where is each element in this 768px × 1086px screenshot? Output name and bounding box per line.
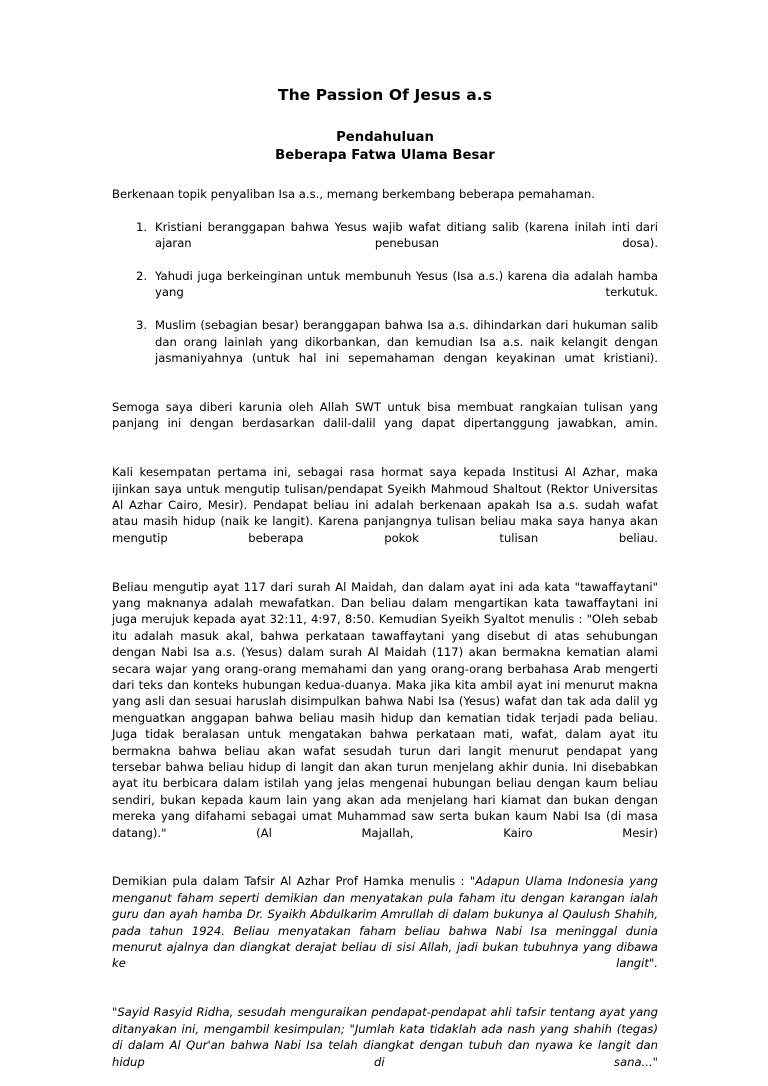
hamka-lead-text: Demikian pula dalam Tafsir Al Azhar Prof Hamka menulis :	[112, 874, 470, 889]
list-item-text: Kristiani beranggapan bahwa Yesus wajib wafat ditiang salib (karena inilah inti dari ajaran penebusan dosa).	[155, 219, 658, 251]
page-title: The Passion Of Jesus a.s	[277, 86, 493, 104]
paragraph-al-azhar: Kali kesempatan pertama ini, sebagai rasa hormat saya kepada Institusi Al Azhar, maka ijinkan saya untuk mengutip tulisan/pendapat Syeikh Mahmoud Shaltout (Rektor Universitas Al Azhar Cairo, Mesir). Pendapat beliau ini adalah berkenaan apakah Isa a.s. sudah wafat atau masih hidup (naik ke langit). Karena panjangnya tulisan beliau maka saya hanya akan mengutip beberapa pokok tulisan beliau.	[112, 465, 658, 545]
subtitle-block	[112, 129, 658, 164]
paragraph-syaltot-quote: Beliau mengutip ayat 117 dari surah Al Maidah, dan dalam ayat ini ada kata "tawaffaytani" yang maknanya adalah mewafatkan. Dan beliau dalam mengartikan kata tawaffaytani ini juga merujuk kepada ayat 32:11, 4:97, 8:50. Kemudian Syeikh Syaltot menulis : "Oleh sebab itu adalah masuk akal, bahwa perkataan tawaffaytani yang disebut di atas sehubungan dengan Nabi Isa a.s. (Yesus) dalam surah Al Maidah (117) akan bermakna kematian alami secara wajar yang orang-orang memahami dan yang orang-orang berbahasa Arab mengerti dari teks dan konteks hubungan kedua-duanya. Maka jika kita ambil ayat ini menurut makna yang asli dan sesuai haruslah disimpulkan bahwa Nabi Isa (Yesus) wafat dan tak ada dalil yg menguatkan anggapan bahwa beliau masih hidup dan kematian tidak terjadi pada beliau. Juga tidak beralasan untuk mengatakan bahwa perkataan mati, wafat, dalam ayat itu bermakna bahwa beliau akan wafat sesudah turun dari langit menurut pendapat yang tersebar bahwa beliau hidup di langit dan akan turun menjelang akhir dunia. Ini disebabkan ayat itu berbicara dalam istilah yang jelas mengenai hubungan beliau dengan kaum beliau sendiri, bukan kepada kaum lain yang akan ada menjelang hari kiamat dan bukan dengan mereka yang difahami sebagai umat Muhammad saw serta bukan kaum Nabi Isa (di masa datang)." (Al Majallah, Kairo Mesir)	[112, 579, 658, 840]
subtitle-line-pendahuluan: Pendahuluan	[336, 130, 434, 145]
beliefs-list	[112, 219, 658, 383]
intro-paragraph: Berkenaan topik penyaliban Isa a.s., memang berkembang beberapa pemahaman.	[112, 187, 595, 201]
list-item	[112, 317, 658, 383]
hamka-quote-text: "Adapun Ulama Indonesia yang menganut faham seperti demikian dan menyatakan pula faham itu dengan karangan ialah guru dan ayah hamba Dr. Syaikh Abdulkarim Amrullah di dalam bukunya al Qaulush Shahih, pada tahun 1924. Beliau menyatakan faham beliau bahwa Nabi Isa meninggal dunia menurut ajalnya dan diangkat derajat beliau di sisi Allah, jadi bukan tubuhnya yang dibawa ke langit".	[112, 874, 658, 971]
paragraph-hamka	[112, 873, 658, 988]
paragraph-rasyid-ridha: "Sayid Rasyid Ridha, sesudah menguraikan pendapat-pendapat ahli tafsir tentang ayat yang ditanyakan ini, mengambil kesimpulan; "Jumlah kata tidaklah ada nash yang shahih (tegas) di dalam Al Qur'an bahwa Nabi Isa telah diangkat dengan tubuh dan nyawa ke langit dan hidup di sana..."	[112, 1005, 658, 1069]
paragraph-semoga: Semoga saya diberi karunia oleh Allah SWT untuk bisa membuat rangkaian tulisan yang panjang ini dengan berdasarkan dalil-dalil yang dapat dipertanggung jawabkan, amin.	[112, 399, 658, 431]
list-item	[112, 268, 658, 317]
list-item-text: Yahudi juga berkeinginan untuk membunuh Yesus (Isa a.s.) karena dia adalah hamba yang terkutuk.	[155, 269, 658, 300]
document-content	[112, 0, 658, 1086]
list-item	[112, 219, 658, 268]
list-item-text: Muslim (sebagian besar) beranggapan bahwa Isa a.s. dihindarkan dari hukuman salib dan orang lainlah yang dikorbankan, dan kemudian Isa a.s. naik kelangit dengan jasmaniyahnya (untuk hal ini sepemahaman dengan keyakinan umat kristiani).	[155, 318, 658, 366]
subtitle-line-fatwa: Beberapa Fatwa Ulama Besar	[275, 147, 495, 163]
